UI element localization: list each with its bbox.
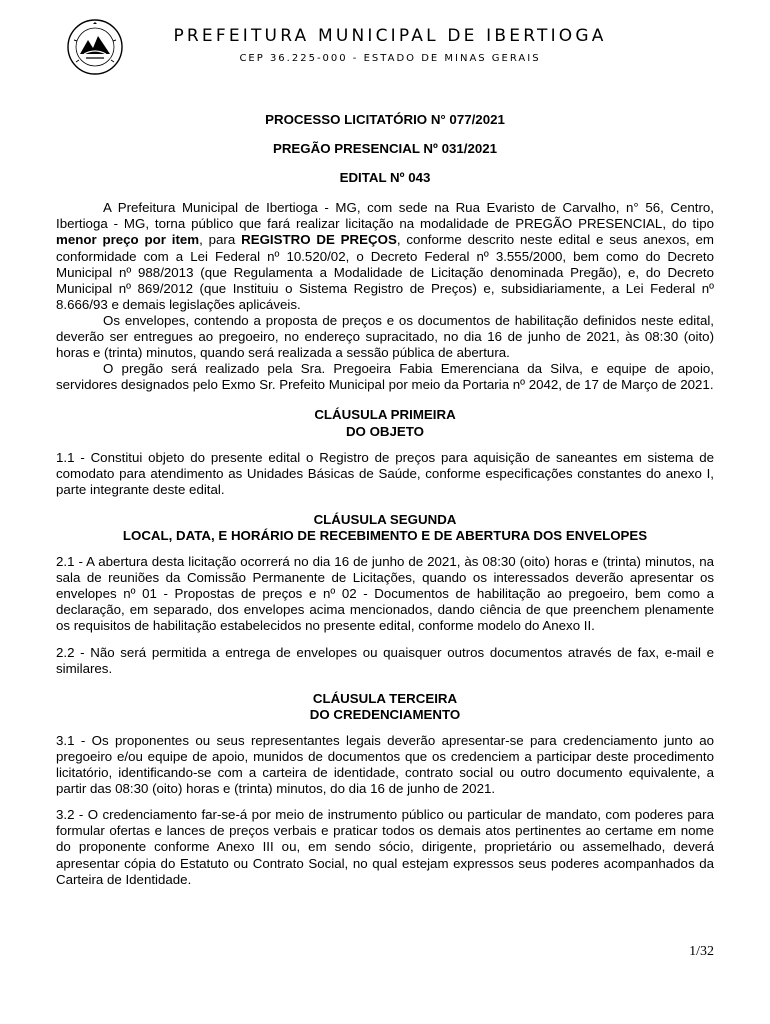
letterhead-subtitle: CEP 36.225-000 - ESTADO DE MINAS GERAIS: [239, 53, 541, 64]
clause-2-item-1: 2.1 - A abertura desta licitação ocorrerá no dia 16 de junho de 2021, às 08:30 (oito) horas e (trinta) minutos, na sala de reuniões da Comissão Permanente de Licitações, quando os interessados deverão apresentar os envelopes nº 01 - Propostas de preços e nº 02 - Documentos de habilitação ao pregoeiro, bem como a declaração, em separado, dos envelopes acima mencionados, dando ciência de que preenchem plenamente os requisitos de habilitação estabelecidos no presente edital, conforme modelo do Anexo II.: [56, 554, 714, 634]
clause-3-item-1: 3.1 - Os proponentes ou seus representantes legais deverão apresentar-se para credenciamento junto ao pregoeiro e/ou equipe de apoio, munidos de documentos que os credenciem a participar deste procedimento licitatório, identificando-se com a carteira de identidade, contrato social ou outro documento equivalente, a partir das 08:30 (oito) horas e (trinta) minutos, do dia 16 de junho de 2021.: [56, 732, 714, 797]
clause-2-subtitle: LOCAL, DATA, E HORÁRIO DE RECEBIMENTO E DE ABERTURA DOS ENVELOPES: [122, 527, 648, 543]
page-number: 1/32: [689, 944, 714, 959]
clause-2-item-2: 2.2 - Não será permitida a entrega de envelopes ou quaisquer outros documentos através de fax, e-mail e similares.: [56, 644, 714, 676]
clause-3-subtitle: DO CREDENCIAMENTO: [309, 706, 461, 722]
clause-1-title: CLÁUSULA PRIMEIRA: [314, 407, 456, 423]
clause-2-title: CLÁUSULA SEGUNDA: [313, 511, 457, 527]
intro-paragraph-1: A Prefeitura Municipal de Ibertioga - MG, com sede na Rua Evaristo de Carvalho, n° 56, Centro, Ibertioga - MG, torna público que fará realizar licitação na modalidade de PREGÃO PRESENCIAL, do tipo menor preço por item, para REGISTRO DE PREÇOS, conforme descrito neste edital e seus anexos, em conformidade com a Lei Federal nº 10.520/02, o Decreto Federal nº 3.555/2000, bem como do Decreto Municipal nº 988/2013 (que Regulamenta a Modalidade de Licitação denominada Pregão), e, do Decreto Municipal nº 869/2012 (que Instituiu o Sistema Registro de Preços) e, subsidiariamente, a Lei Federal nº 8.666/93 e demais legislações aplicáveis.: [56, 200, 714, 312]
clause-3-item-2: 3.2 - O credenciamento far-se-á por meio de instrumento público ou particular de mandato, com poderes para formular ofertas e lances de preços verbais e praticar todos os demais atos pertinentes ao certame em nome do proponente conforme Anexo III ou, em sendo sócio, dirigente, proprietário ou assemelhado, deverá apresentar cópia do Estatuto ou Contrato Social, no qual estejam expressos seus poderes acompanhados da Carteira de Identidade.: [56, 807, 714, 887]
clause-3-title: CLÁUSULA TERCEIRA: [312, 690, 458, 706]
municipal-seal-icon: [66, 18, 124, 76]
document-body: [56, 112, 714, 888]
pregao-number: PREGÃO PRESENCIAL Nº 031/2021: [272, 141, 498, 157]
intro-paragraph-2: Os envelopes, contendo a proposta de preços e os documentos de habilitação definidos neste edital, deverão ser entregues ao pregoeiro, no endereço supracitado, no dia 16 de junho de 2021, às 08:30 (oito) horas e (trinta) minutos, quando será realizada a sessão pública de abertura.: [56, 312, 714, 361]
clause-1-item-1: 1.1 - Constitui objeto do presente edital o Registro de preços para aquisição de saneantes em sistema de comodato para atendimento as Unidades Básicas de Saúde, conforme especificações constantes do anexo I, parte integrante deste edital.: [56, 449, 714, 497]
letterhead-title: PREFEITURA MUNICIPAL DE IBERTIOGA: [173, 26, 607, 46]
edital-number: EDITAL Nº 043: [339, 170, 431, 186]
intro-paragraph-3: O pregão será realizado pela Sra. Pregoeira Fabia Emerenciana da Silva, e equipe de apoio, servidores designados pelo Exmo Sr. Prefeito Municipal por meio da Portaria nº 2042, de 17 de Março de 2021.: [56, 361, 714, 393]
clause-1-subtitle: DO OBJETO: [345, 423, 425, 439]
process-number: PROCESSO LICITATÓRIO N° 077/2021: [265, 112, 505, 127]
